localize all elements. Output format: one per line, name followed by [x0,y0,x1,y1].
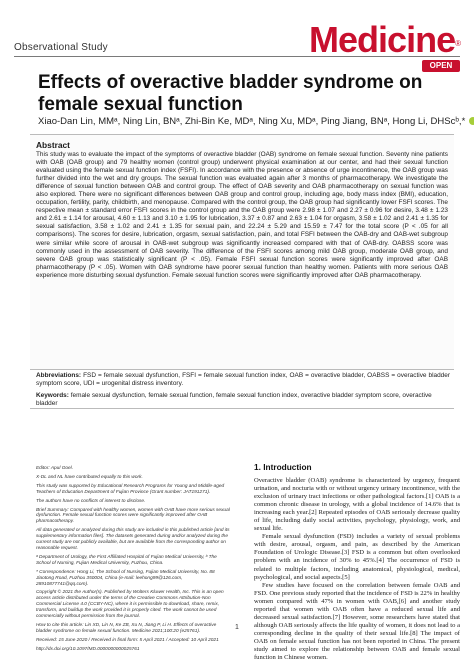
page-number: 1 [235,624,239,631]
footnote-data-availability: All data generated or analyzed during this study are included in this published article [and its supplementary information files]. The datasets generated during and/or analyzed during the current study are not publicly available, but are available from the corresponding author on reasonable request. [36,528,230,551]
registered-mark: ® [455,39,460,48]
keywords [36,392,450,408]
intro-paragraph: Overactive bladder (OAB) syndrome is characterized by urgency, frequent urination, and nocturia with or without urgency urinary incontinence, with the exclusion of urinary tract infections or other pathological factors.[1] OAB is a common chronic disease in urology, with a global incidence of 14.6% that is increasing each year.[2] Repeated episodes of OAB seriously decrease quality of life, including daily social activities, psychology, physiology, work, and sexual life. [254,477,460,533]
introduction-heading: 1. Introduction [254,462,312,472]
article-title: Effects of overactive bladder syndrome on female sexual function [38,72,423,115]
introduction-column [254,462,460,662]
footnote-brief-summary: Brief Summary: Compared with healthy women, women with OAB have more serious sexual dysfunction. Female sexual function scores were significantly improved after OAB pharmacotherapy. [36,507,230,525]
footnote-equal-contribution: X-DL and NL have contributed equally to this work. [36,474,143,480]
keywords-text: female sexual dysfunction, female sexual function, female sexual function index, overactive bladder symptom score, overactive bladder [36,392,432,408]
footnote-conflicts: The authors have no conflicts of interest to disclose. [36,498,146,504]
footnote-editor: Editor: Apul Goel. [36,466,74,471]
article-type-label: Observational Study [14,42,108,53]
abstract-heading: Abstract [36,140,70,150]
intro-paragraph: Female sexual dysfunction (FSD) includes a variety of sexual problems with desire, arousal, orgasm, and pain, as described by the American Foundation of Urologic Disease.[3] FSD is a common but often overlooked problem with an incidence of 30% to 45%.[4] The occurrence of FSD is related to multiple factors, including anatomical, physiological, medical, psychological, and social aspects.[5] [254,533,460,581]
keywords-label: Keywords: [36,392,69,399]
author-list [38,116,466,127]
footnote-copyright: Copyright © 2021 the Author(s). Published by Wolters Kluwer Health, Inc. This is an open access article distributed under the terms of the Creative Commons Attribution-Non Commercial License 4.0 (CCBY-NC), where it is permissible to download, share, remix, transform, and buildup the work provided it is properly cited. The work cannot be used commercially without permission from the journal. [36,590,224,620]
footnote-affiliations: ᵃ Department of Urology, the First Affiliated Hospital of Fujian Medical University, ᵇ The School of Nursing, Fujian Medical University, Fuzhou, China. [36,554,217,566]
abstract-text: This study was to evaluate the impact of the symptoms of overactive bladder (OAB) syndrome on female sexual function. Seventy nine patients with OAB (OAB group) and 79 healthy women (control group) underwent physical examination at our center, and had their sexual function evaluated using the female sexual function index (FSFI). In accordance with the presence or absence of urge incontinence, the OAB group was further divided into the wet and dry groups. The sexual function was evaluated again after 3 months of pharmacotherapy. We investigate the difference of sexual function between OAB and control group. The effect of OAB severity and OAB pharmacotherapy on sexual function was also explored. There were no significant differences between OAB group and control group, including age, body mass index (BMI), education, occupation, fertility, parity, childbirth, and menopause. Compared with the control group, the OAB group had significantly lower FSFI scores. The respective mean ± standard error FSFI scores in the control group and the OAB group were 2.98 ± 1.07 and 2.27 ± 0.96 for desire, 3.48 ± 1.23 and 2.61 ± 1.14 for arousal, 4.60 ± 1.13 and 3.10 ± 1.95 for lubrication, 3.37 ± 0.87 and 2.63 ± 1.04 for orgasm, 3.58 ± 1.02 and 2.41 ± 1.35 for sexual satisfaction, 3.58 ± 1.02 and 2.41 ± 1.35 for sexual pain, and 22.24 ± 5.29 and 15.59 ± 7.47 for the total score (P < .05 for all comparisons). The scores for desire, lubrication, orgasm, sexual satisfaction, pain, and total FSFI between the OAB-dry and OAB-wet subgroup were similar while score of arousal in OAB-wet subgroup was significantly increased compared with that of OAB-dry. OABSS score was commonly used in the assessment of OAB severity. The difference of the FSFI scores among mild OAB group, moderate OAB group, and severe OAB group was statistically significant (P < .05). Female FSFI sexual function scores were significantly improved after OAB pharmacotherapy (P < .05). Women with OAB syndrome have poorer sexual function than healthy women. Patients with more serious OAB experience more disturbing sexual dysfunction. Female sexual function scores were significantly improved after OAB pharmacotherapy. [36,151,448,279]
footnote-funding: This study was supported by Educational Research Programs for Young and Middle-aged Teachers of Education Department of Fujian Province (Grant number: JAT191271). [36,483,225,495]
abstract-divider [30,408,454,409]
abbreviations-label: Abbreviations: [36,372,82,379]
journal-logo-text: Medicine [309,19,456,60]
abbreviations-text: FSD = female sexual dysfunction, FSFI = female sexual function index, OAB = overactive bladder, OABSS = overactive bladder symptom score, UDI = urogenital distress inventory. [36,372,450,388]
footnote-citation: How to cite this article: Lin XD, Lin N, Ke ZB, Xu N, Jiang P, Li H. Effects of overactive bladder syndrome on female sexual function. Medicine 2021;100:20 (e25761). [36,622,217,634]
journal-logo [309,19,460,60]
footnote-correspondence: * Correspondence: Hong Li, The School of Nursing, Fujian Medical University, No. 88 Jiaotong Road, Fuzhou 350004, China (e-mail: leehong99@126.com, 28910877741@qq.com). [36,569,215,587]
abbreviations [36,372,450,388]
abstract-box [30,134,454,370]
author-names: Xiao-Dan Lin, MMᵃ, Ning Lin, BNᵃ, Zhi-Bin Ke, MDᵃ, Ning Xu, MDᵃ, Ping Jiang, BNᵃ, Hong Li, DHScᵇ,* [38,116,466,127]
intro-paragraph: Few studies have focused on the correlation between female OAB and FSD. One previous study reported that the incidence of FSD is 22% in healthy women compared with 47% in women with OAB,[6] and another study reported that women with OAB often have a reduced sexual life and decreased sexual satisfaction.[7] However, some researchers have stated that although OAB seriously affects the life quality of women, it does not lead to a corresponding decline in the quality of their sexual life.[8] The impact of OAB on female sexual function has not been reported in China. The present study aimed to explore the relationship between OAB and female sexual function in Chinese women. [254,581,460,662]
footnote-dates: Received: 15 June 2020 / Received in final form: 5 April 2021 / Accepted: 10 April 2021 [36,637,219,643]
orcid-icon[interactable] [469,117,474,125]
doi-link[interactable]: http://dx.doi.org/10.1097/MD.0000000000025761 [36,646,140,652]
open-access-badge: OPEN [422,60,460,72]
